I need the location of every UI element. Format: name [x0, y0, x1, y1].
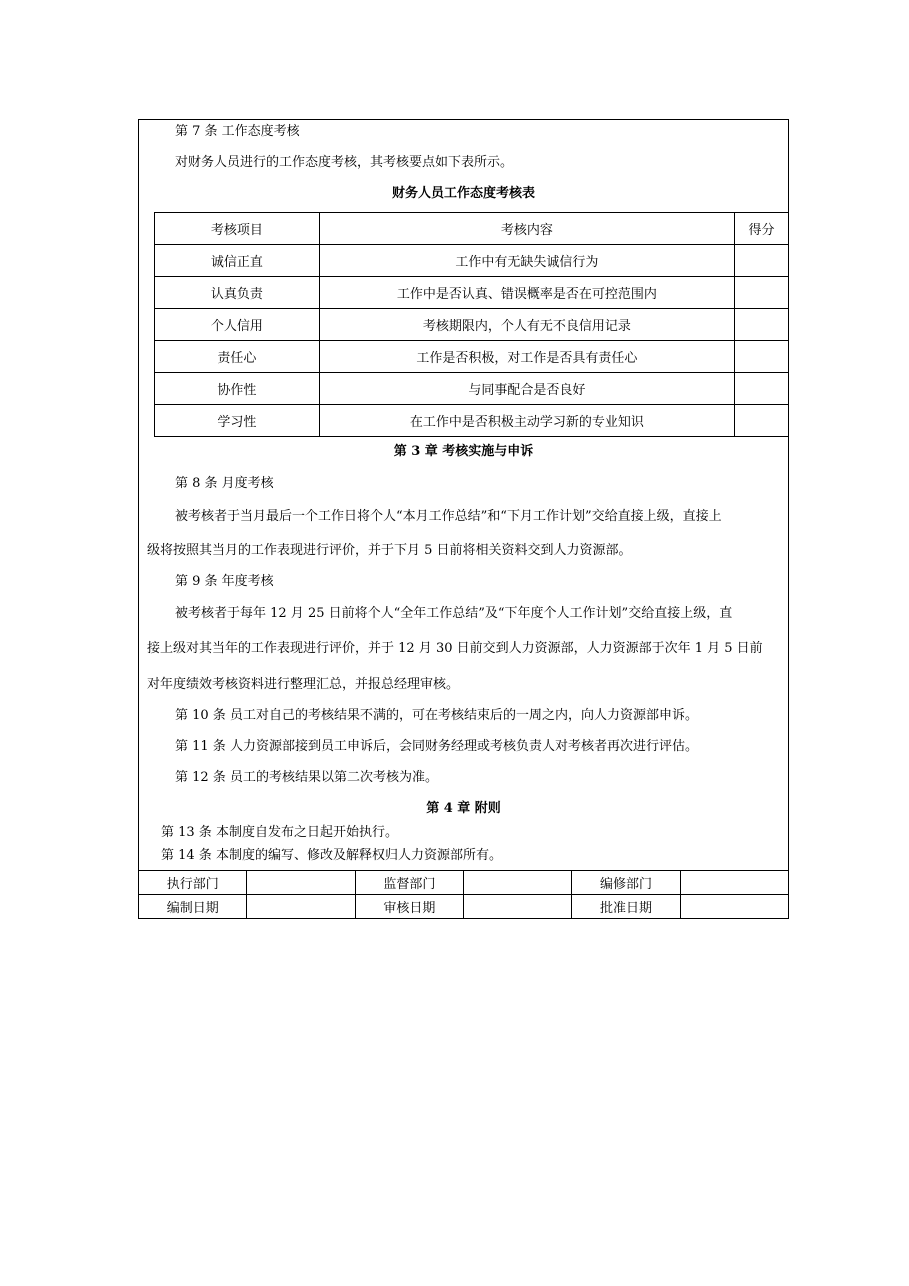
approval-table [138, 870, 789, 919]
chapter-3-title: 第 3 章 考核实施与申诉 [393, 444, 534, 459]
value-executing-dept [247, 871, 355, 895]
row-item: 认真负责 [155, 277, 320, 309]
approval-row [139, 895, 789, 919]
article-9-line-2: 接上级对其当年的工作表现进行评价，并于 12 月 30 日前交到人力资源部，人力资源部于次年 1 月 5 日前 [147, 641, 763, 656]
row-score [735, 373, 789, 405]
row-score [735, 245, 789, 277]
value-supervising-dept [464, 871, 572, 895]
approval-row [139, 871, 789, 895]
row-content: 工作中是否认真、错误概率是否在可控范围内 [319, 277, 734, 309]
row-score [735, 341, 789, 373]
row-item: 诚信正直 [155, 245, 320, 277]
row-item: 协作性 [155, 373, 320, 405]
row-content: 考核期限内，个人有无不良信用记录 [319, 309, 734, 341]
row-content: 工作是否积极，对工作是否具有责任心 [319, 341, 734, 373]
article-9-line-1: 被考核者于每年 12 月 25 日前将个人“全年工作总结”及“下年度个人工作计划”交给直接上级，直 [175, 606, 733, 621]
article-13: 第 13 条 本制度自发布之日起开始执行。 [161, 825, 398, 840]
article-9-line-3: 对年度绩效考核资料进行整理汇总，并报总经理审核。 [147, 677, 460, 692]
chapter-4-title: 第 4 章 附则 [426, 801, 501, 816]
article-7-heading: 第 7 条 工作态度考核 [175, 124, 300, 139]
article-8-line-1: 被考核者于当月最后一个工作日将个人“本月工作总结”和“下月工作计划”交给直接上级，直接上 [175, 509, 722, 524]
article-7-intro: 对财务人员进行的工作态度考核，其考核要点如下表所示。 [175, 155, 514, 170]
article-8-line-2: 级将按照其当月的工作表现进行评价，并于下月 5 日前将相关资料交到人力资源部。 [147, 543, 632, 558]
row-content: 在工作中是否积极主动学习新的专业知识 [319, 405, 734, 437]
table-row [155, 277, 789, 309]
row-score [735, 309, 789, 341]
attitude-table [154, 212, 789, 437]
label-executing-dept: 执行部门 [139, 871, 247, 895]
row-item: 学习性 [155, 405, 320, 437]
table-header-row [155, 213, 789, 245]
article-11: 第 11 条 人力资源部接到员工申诉后，会同财务经理或考核负责人对考核者再次进行评估。 [175, 739, 698, 754]
row-item: 个人信用 [155, 309, 320, 341]
row-content: 与同事配合是否良好 [319, 373, 734, 405]
label-supervising-dept: 监督部门 [355, 871, 463, 895]
header-score: 得分 [735, 213, 789, 245]
value-compile-date [247, 895, 355, 919]
row-score [735, 277, 789, 309]
table-row [155, 373, 789, 405]
table-row [155, 405, 789, 437]
label-compile-date: 编制日期 [139, 895, 247, 919]
table-row [155, 309, 789, 341]
article-12: 第 12 条 员工的考核结果以第二次考核为准。 [175, 770, 438, 785]
value-editing-dept [680, 871, 788, 895]
table-row [155, 245, 789, 277]
label-editing-dept: 编修部门 [572, 871, 680, 895]
label-approve-date: 批准日期 [572, 895, 680, 919]
attitude-table-title: 财务人员工作态度考核表 [391, 186, 535, 201]
header-item: 考核项目 [155, 213, 320, 245]
row-item: 责任心 [155, 341, 320, 373]
header-content: 考核内容 [319, 213, 734, 245]
article-9-heading: 第 9 条 年度考核 [175, 574, 274, 589]
value-approve-date [680, 895, 788, 919]
label-review-date: 审核日期 [355, 895, 463, 919]
table-row [155, 341, 789, 373]
article-14: 第 14 条 本制度的编写、修改及解释权归人力资源部所有。 [161, 848, 502, 863]
article-10: 第 10 条 员工对自己的考核结果不满的，可在考核结束后的一周之内，向人力资源部申诉。 [175, 708, 698, 723]
row-content: 工作中有无缺失诚信行为 [319, 245, 734, 277]
article-8-heading: 第 8 条 月度考核 [175, 476, 274, 491]
row-score [735, 405, 789, 437]
value-review-date [464, 895, 572, 919]
